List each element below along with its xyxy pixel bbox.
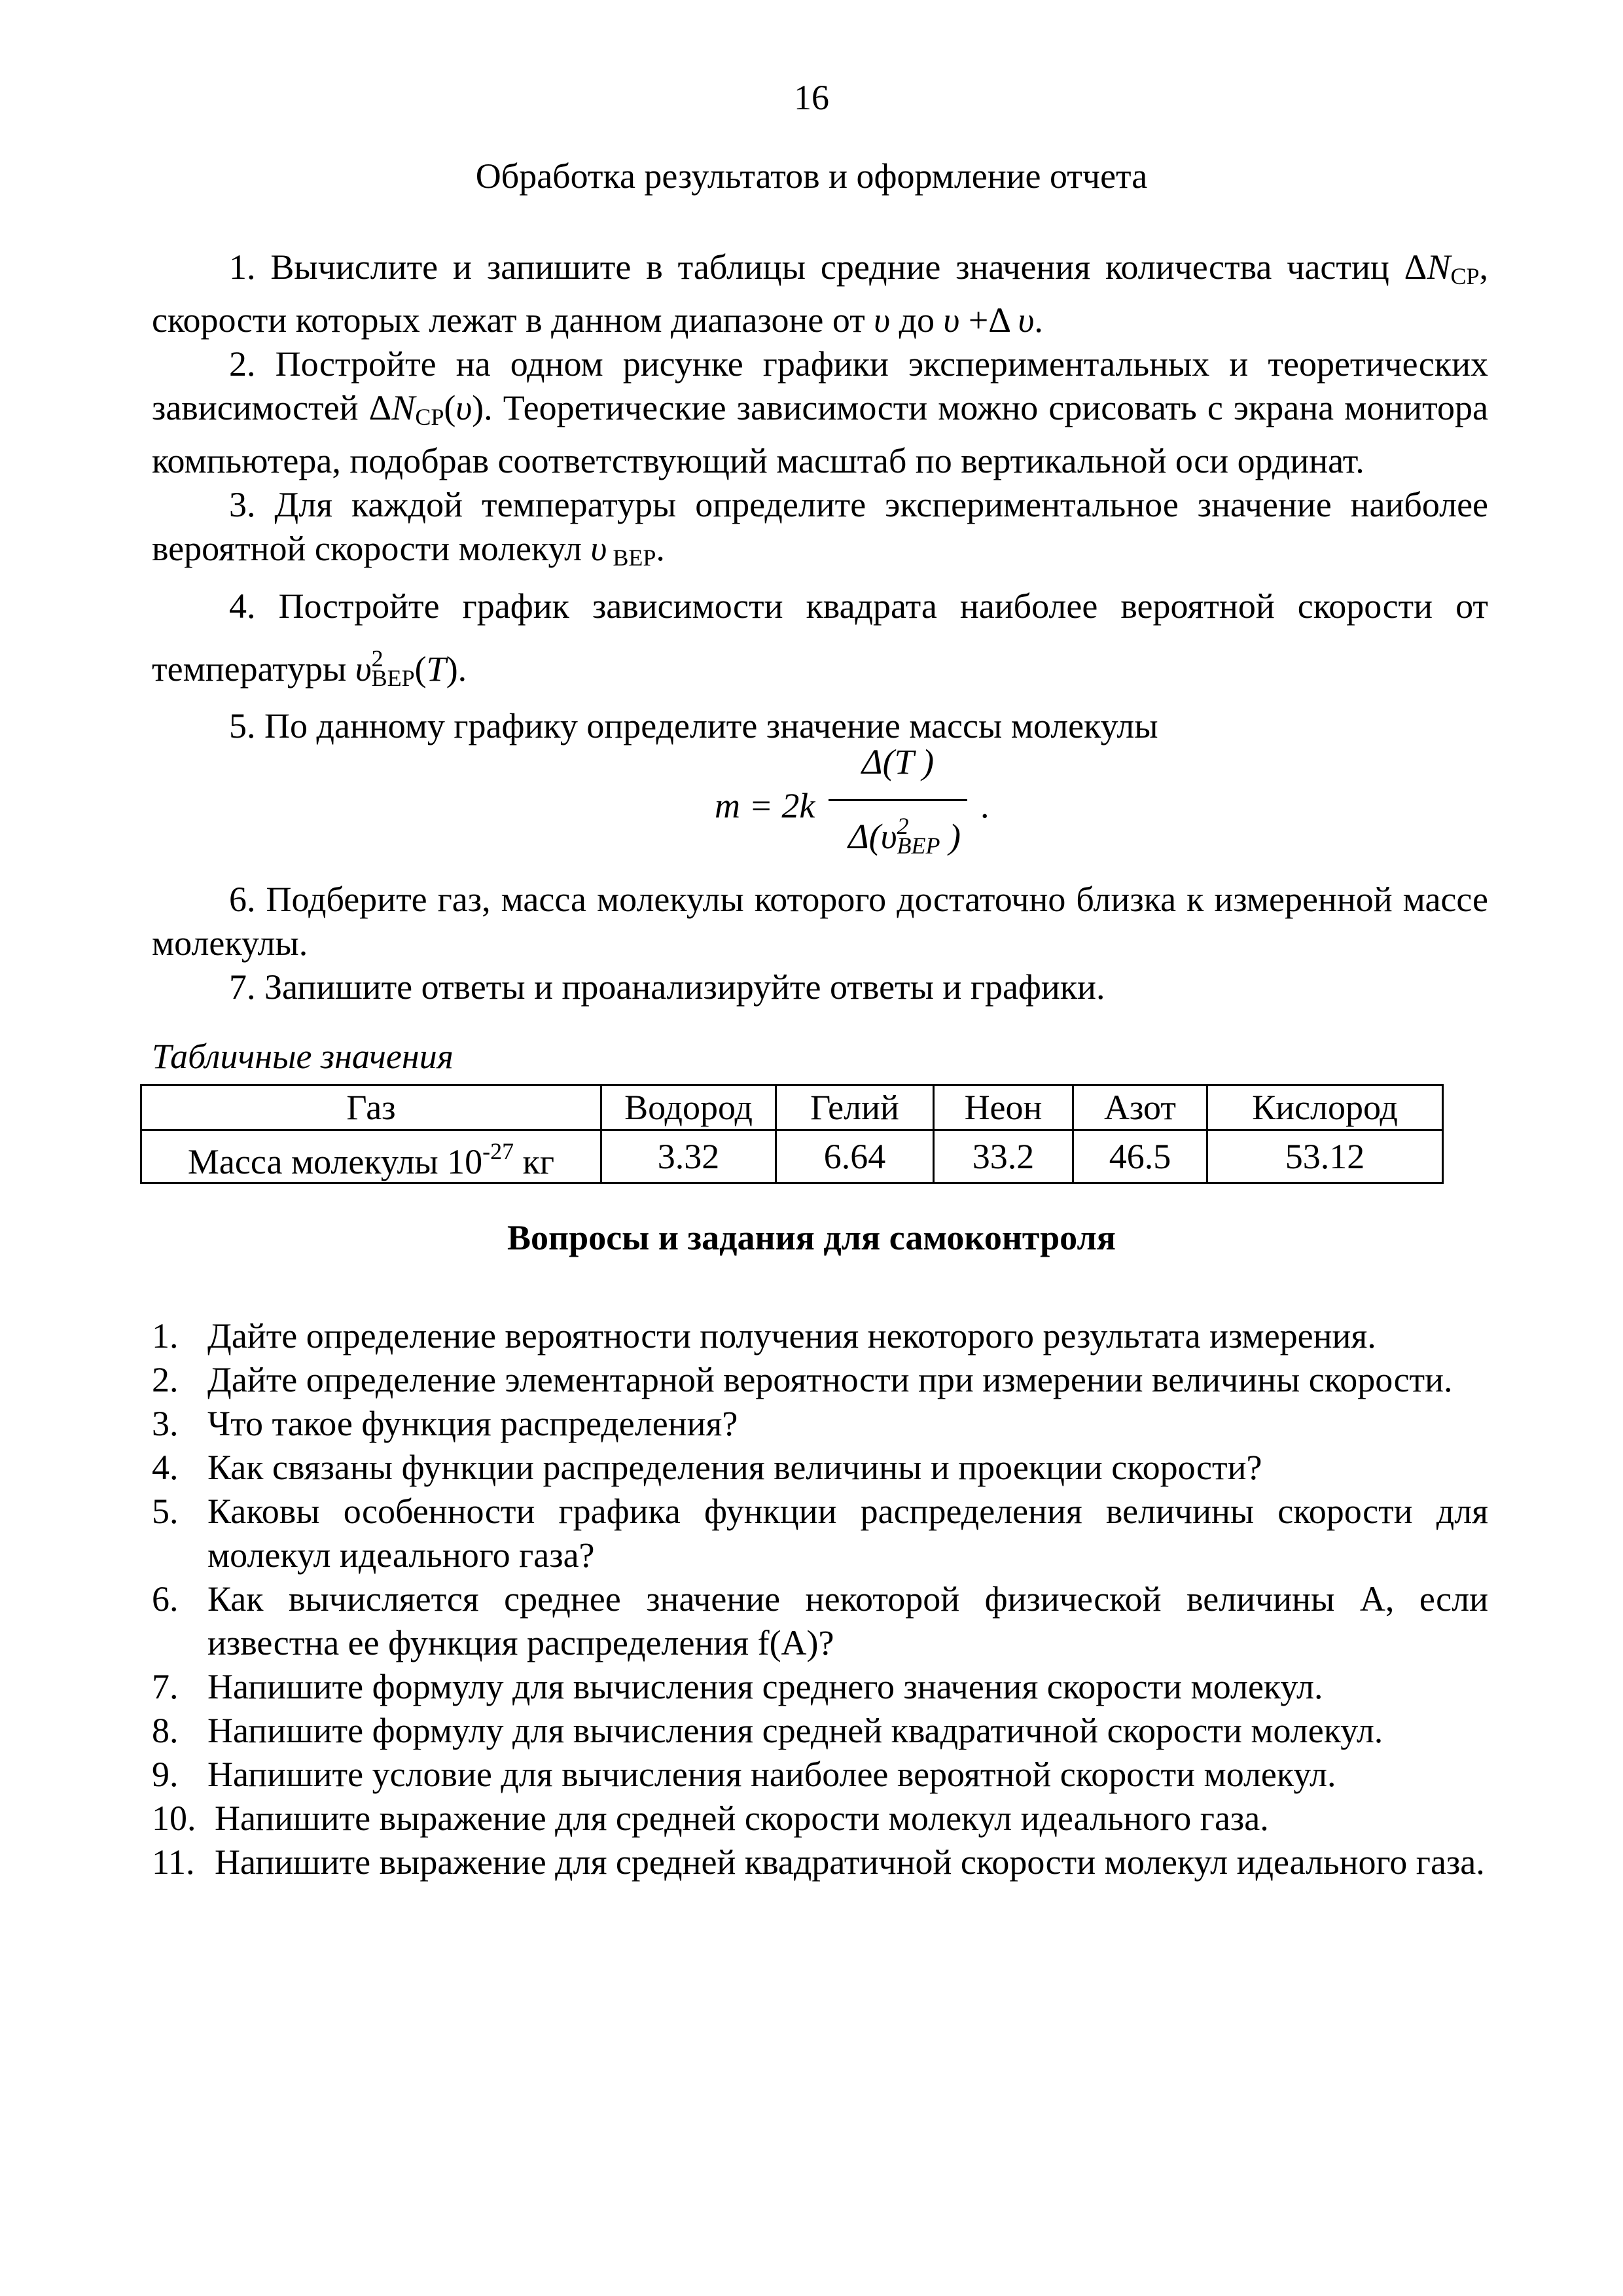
- page-number: 16: [794, 78, 829, 117]
- task-1: 1. Вычислите и запишите в таблицы средние значения количества частиц $\Delta N_{СР}$, скорости которых лежат в данном диапазоне от υ до υ +Δ υ.: [152, 247, 1488, 340]
- formula-fraction-bar: [829, 799, 967, 801]
- question-list: [152, 1314, 1488, 1884]
- question-item: 9. Напишите условие для вычисления наиболее вероятной скорости молекул.: [152, 1755, 1336, 1794]
- formula-denominator: $\Delta(\upsilon^2_{ВЕР}$ ): [848, 813, 961, 859]
- formula-period: .: [980, 786, 990, 825]
- question-item: 6. Как вычисляется среднее значение некоторой физической величины A, если известна ее функция распределения f(A)?: [152, 1579, 1488, 1662]
- task-7: 7. Запишите ответы и проанализируйте ответы и графики.: [229, 967, 1105, 1007]
- table-gas-cell: Водород: [601, 1085, 776, 1130]
- task-2: 2. Постройте на одном рисунке графики экспериментальных и теоретических зависимостей $\Delta N_{СР}(\upsilon)$. Теоретические зависимости можно срисовать с экрана монитора компьютера, подобрав соответствующий масштаб по вертикальной оси ординат.: [152, 344, 1488, 480]
- question-item: 8. Напишите формулу для вычисления средней квадратичной скорости молекул.: [152, 1711, 1383, 1750]
- section-heading-processing: Обработка результатов и оформление отчета: [475, 156, 1148, 196]
- table-header-row: [141, 1085, 1443, 1130]
- task-6: 6. Подберите газ, масса молекулы которого достаточно близка к измеренной массе молекулы.: [152, 880, 1488, 963]
- task-4: 4. Постройте график зависимости квадрата наиболее вероятной скорости от температуры $\upsilon^2_{ВЕР}(T)$.: [152, 586, 1488, 691]
- table-gas-cell: Гелий: [776, 1085, 934, 1130]
- question-item: 4. Как связаны функции распределения величины и проекции скорости?: [152, 1448, 1262, 1487]
- table-mass-cell: 6.64: [776, 1130, 934, 1183]
- section-heading-questions: Вопросы и задания для самоконтроля: [507, 1218, 1116, 1257]
- question-item: 3. Что такое функция распределения?: [152, 1404, 738, 1443]
- table-gas-cell: Азот: [1073, 1085, 1207, 1130]
- formula-numerator: Δ(T ): [861, 742, 935, 781]
- task-5: 5. По данному графику определите значение массы молекулы: [229, 706, 1158, 745]
- question-item: 11. Напишите выражение для средней квадратичной скорости молекул идеального газа.: [152, 1842, 1485, 1882]
- question-item: 10. Напишите выражение для средней скорости молекул идеального газа.: [152, 1799, 1269, 1838]
- molecule-mass-table: [140, 1084, 1444, 1184]
- task-list: [152, 245, 1488, 1009]
- question-item: 7. Напишите формулу для вычисления среднего значения скорости молекул.: [152, 1667, 1323, 1706]
- table-mass-cell: 53.12: [1207, 1130, 1443, 1183]
- table-gas-cell: Неон: [934, 1085, 1073, 1130]
- table-caption: Табличные значения: [152, 1037, 454, 1076]
- table-mass-row: [141, 1130, 1443, 1183]
- table-header-label: Газ: [141, 1085, 601, 1130]
- question-item: 1. Дайте определение вероятности получения некоторого результата измерения.: [152, 1316, 1376, 1355]
- question-item: 2. Дайте определение элементарной вероятности при измерении величины скорости.: [152, 1360, 1453, 1399]
- mass-formula: [152, 742, 1488, 878]
- question-item: 5. Каковы особенности графика функции распределения величины скорости для молекул идеального газа?: [152, 1492, 1488, 1575]
- table-row-label: Масса молекулы $10^{-27}$ кг: [141, 1130, 601, 1183]
- table-mass-cell: 3.32: [601, 1130, 776, 1183]
- task-3: 3. Для каждой температуры определите экспериментальное значение наиболее вероятной скорости молекул υ $_{ВЕР}$.: [152, 485, 1488, 571]
- table-mass-cell: 33.2: [934, 1130, 1073, 1183]
- table-gas-cell: Кислород: [1207, 1085, 1443, 1130]
- table-mass-cell: 46.5: [1073, 1130, 1207, 1183]
- formula-lhs: m = 2k: [715, 786, 815, 825]
